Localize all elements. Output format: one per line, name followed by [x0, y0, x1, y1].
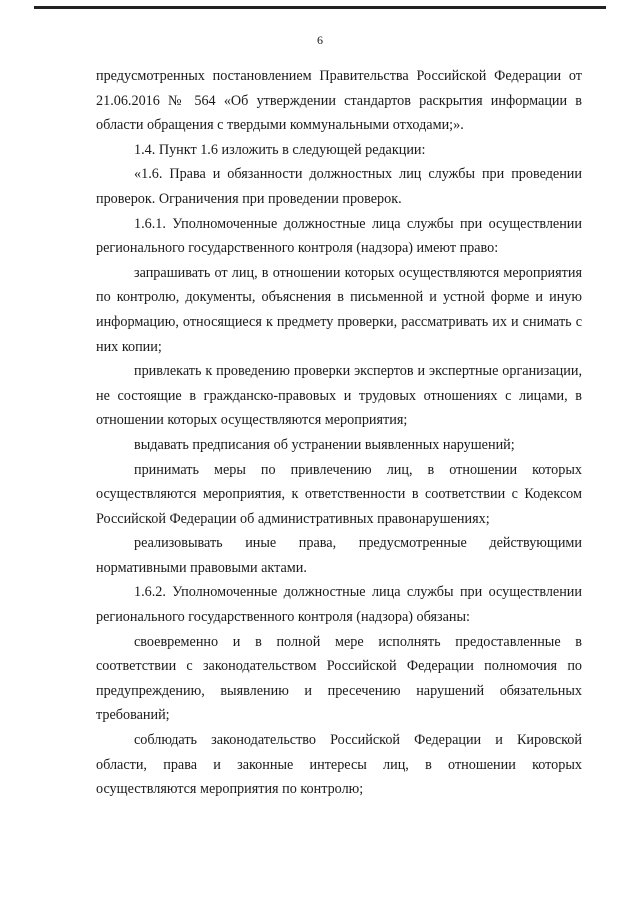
- paragraph: соблюдать законодательство Российской Федерации и Кировской области, права и законные интересы лиц, в отношении которых осуществляются мероприятия по контролю;: [96, 732, 582, 798]
- top-border-line: [34, 6, 606, 9]
- document-body: [96, 64, 582, 802]
- paragraph: привлекать к проведению проверки экспертов и экспертные организации, не состоящие в гражданско-правовых и трудовых отношениях с лицами, в отношении которых осуществляются мероприятия;: [96, 363, 582, 429]
- paragraph: 1.4. Пункт 1.6 изложить в следующей редакции:: [134, 141, 426, 158]
- paragraph: предусмотренных постановлением Правительства Российской Федерации от 21.06.2016 № 564 «Об утверждении стандартов раскрытия информации в области обращения с твердыми коммунальными отходами;».: [96, 68, 582, 134]
- paragraph: 1.6.2. Уполномоченные должностные лица службы при осуществлении регионального государственного контроля (надзора) обязаны:: [96, 584, 582, 626]
- paragraph: «1.6. Права и обязанности должностных лиц службы при проведении проверок. Ограничения при проведении проверок.: [96, 166, 582, 207]
- paragraph: 1.6.1. Уполномоченные должностные лица службы при осуществлении регионального государственного контроля (надзора) имеют право:: [96, 215, 582, 257]
- paragraph: выдавать предписания об устранении выявленных нарушений;: [134, 436, 515, 453]
- paragraph: принимать меры по привлечению лиц, в отношении которых осуществляются мероприятия, к ответственности в соответствии с Кодексом Российской Федерации об административных правонарушениях;: [96, 461, 582, 527]
- paragraph: своевременно и в полной мере исполнять предоставленные в соответствии с законодательством Российской Федерации полномочия по предупреждению, выявлению и пресечению нарушений обязательных требований;: [96, 633, 582, 724]
- page-number: 6: [317, 33, 323, 47]
- paragraph: реализовывать иные права, предусмотренные действующими нормативными правовыми актами.: [96, 535, 582, 576]
- paragraph: запрашивать от лиц, в отношении которых осуществляются мероприятия по контролю, документы, объяснения в письменной и устной форме и иную информацию, относящиеся к предмету проверки, рассматривать их и снимать с них копии;: [96, 264, 582, 355]
